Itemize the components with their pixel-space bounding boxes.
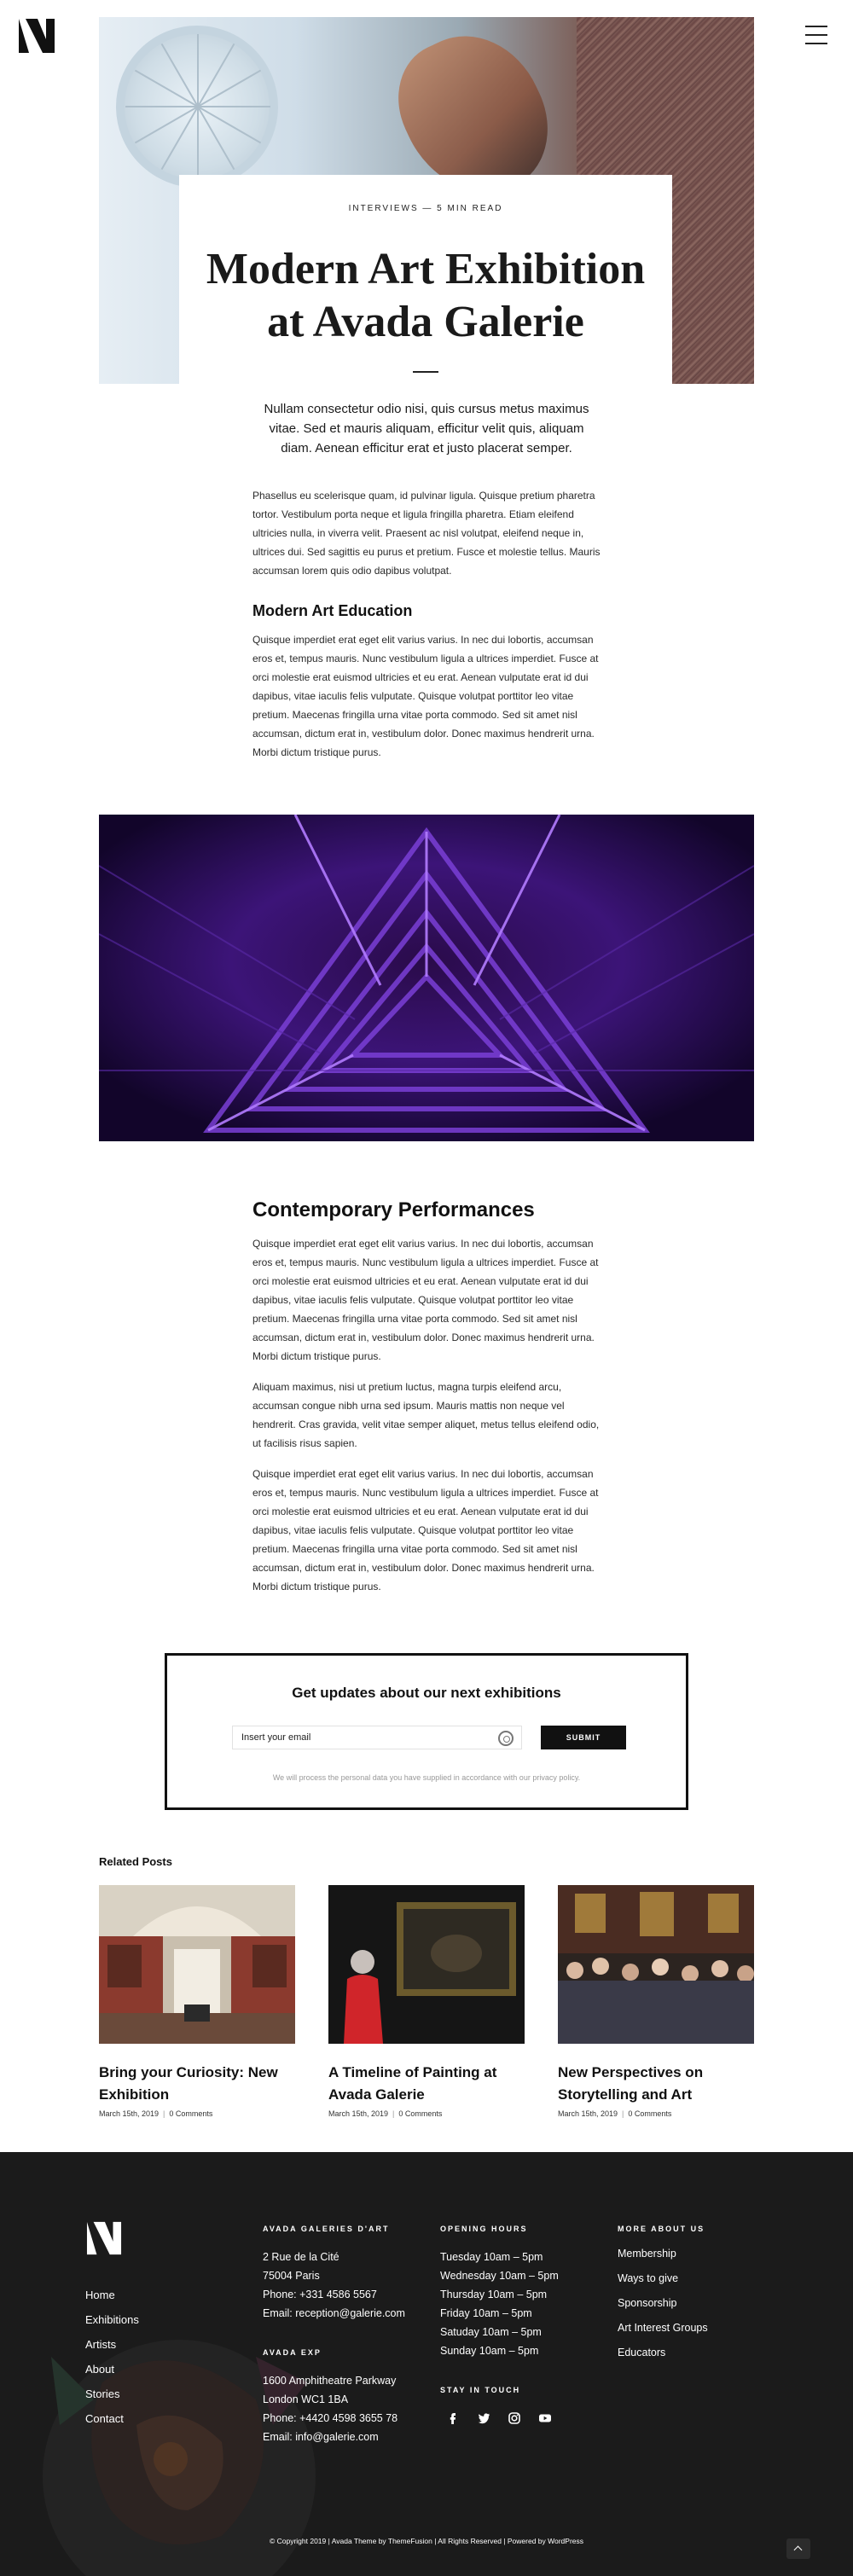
more-link-sponsorship[interactable]: Sponsorship [618,2297,677,2309]
chevron-up-icon[interactable] [786,2538,810,2559]
galeries-address: 2 Rue de la Cité 75004 Paris Phone: +331 4586 5567 Email: reception@galerie.com [263,2251,405,2319]
title-divider [413,371,438,373]
related-post-card[interactable] [328,1885,525,2118]
newsletter-title: Get updates about our next exhibitions [292,1685,561,1701]
opening-hours: Tuesday 10am – 5pm Wednesday 10am – 5pm Thursday 10am – 5pm Friday 10am – 5pm Satuday 10am – 5pm Sunday 10am – 5pm [440,2251,559,2357]
section-heading-performances: Contemporary Performances [252,1198,535,1221]
article-paragraph: Aliquam maximus, nisi ut pretium luctus, magna turpis eleifend arcu, accumsan congue nibh urna sed ipsum. Mauris mattis non neque vel hendrerit. Cras gravida, velit vitae semper aliquet, metus tellus eleifend odio, ut facilisis risus sapien. [252,1381,600,1449]
post-thumbnail[interactable] [558,1885,754,2044]
footer-nav-contact[interactable]: Contact [85,2412,124,2425]
avada-logo-icon[interactable] [85,2220,123,2256]
captcha-badge-icon [498,1731,514,1746]
footer-nav-about[interactable]: About [85,2363,114,2376]
newsletter-box [165,1653,688,1810]
article-kicker: INTERVIEWS — 5 MIN READ [348,204,503,213]
submit-button[interactable]: SUBMIT [541,1726,626,1749]
copyright-text: © Copyright 2019 | Avada Theme by ThemeFusion | All Rights Reserved | Powered by WordPress [269,2537,584,2545]
related-posts-heading: Related Posts [99,1855,172,1868]
galeries-email-link[interactable]: reception@galerie.com [295,2307,405,2319]
facebook-icon[interactable] [444,2410,461,2427]
footer-heading-hours: OPENING HOURS [440,2225,528,2233]
footer-heading-touch: STAY IN TOUCH [440,2386,521,2394]
article-paragraph: Quisque imperdiet erat eget elit varius varius. In nec dui lobortis, accumsan eros et, tempus mauris. Nunc vestibulum ligula a ultrices imperdiet. Fusce at orci molestie erat euismod ultricies et eu erat. Aenean vulputate erat id dui dapibus, vitae iaculis felis vulputate. Quisque volutpat porttitor leo vitae pretium. Maecenas fringilla urna vitae porta commodo. Sed sit amet nisl accumsan, dictum erat in, vestibulum dolor. Donec maximus hendrerit urna. Morbi dictum tristique purus. [252,634,599,758]
footer-nav-artists[interactable]: Artists [85,2338,117,2351]
hamburger-menu-icon[interactable] [805,26,827,44]
more-link-interest-groups[interactable]: Art Interest Groups [618,2322,708,2334]
article-paragraph: Quisque imperdiet erat eget elit varius varius. In nec dui lobortis, accumsan eros et, tempus mauris. Nunc vestibulum ligula a ultrices imperdiet. Fusce at orci molestie erat euismod ultricies et eu erat. Aenean vulputate erat id dui dapibus, vitae iaculis felis vulputate. Quisque volutpat porttitor leo vitae pretium. Maecenas fringilla urna vitae porta commodo. Sed sit amet nisl accumsan, dictum erat in, vestibulum dolor. Donec maximus hendrerit urna. Morbi dictum tristique purus. [252,1238,599,1362]
section-heading-education: Modern Art Education [252,602,413,619]
staircase-image [99,815,754,1141]
more-links [618,2242,708,2365]
footer-heading-galeries: AVADA GALERIES D'ART [263,2225,390,2233]
more-link-educators[interactable]: Educators [618,2347,666,2358]
related-post-card[interactable] [99,1885,295,2118]
youtube-icon[interactable] [537,2410,554,2427]
instagram-icon[interactable] [506,2410,523,2427]
footer-nav [85,2283,139,2431]
page-title: Modern Art Exhibition at Avada Galerie [206,245,646,346]
post-title[interactable]: Bring your Curiosity: New Exhibition [99,2064,278,2103]
privacy-note: We will process the personal data you have supplied in accordance with our privacy policy. [272,1773,581,1782]
twitter-icon[interactable] [475,2410,492,2427]
more-link-membership[interactable]: Membership [618,2248,676,2260]
post-meta: March 15th, 2019 | 0 Comments [558,2109,672,2118]
related-post-card[interactable] [558,1885,754,2118]
footer-heading-exp: AVADA EXP [263,2348,322,2357]
avada-logo-icon[interactable] [17,17,56,55]
article-paragraph: Phasellus eu scelerisque quam, id pulvinar ligula. Quisque pretium pharetra tortor. Vestibulum porta neque et ligula fringilla pharetra. Etiam eleifend ultricies nulla, in viverra velit. Praesent ac nisl volutpat, eleifend neque in, ultrices dui. Sed sagittis eu purus et pretium. Fusce et molestie tellus. Mauris accumsan lorem quis odio dapibus volutpat. [252,490,601,577]
post-thumbnail[interactable] [328,1885,525,2044]
footer-heading-more: MORE ABOUT US [618,2225,705,2233]
exp-email-link[interactable]: info@galerie.com [295,2431,379,2443]
footer-nav-exhibitions[interactable]: Exhibitions [85,2313,139,2326]
post-meta: March 15th, 2019 | 0 Comments [328,2109,443,2118]
article-paragraph: Quisque imperdiet erat eget elit varius varius. In nec dui lobortis, accumsan eros et, tempus mauris. Nunc vestibulum ligula a ultrices imperdiet. Fusce at orci molestie erat euismod ultricies et eu erat. Aenean vulputate erat id dui dapibus, vitae iaculis felis vulputate. Quisque volutpat porttitor leo vitae pretium. Maecenas fringilla urna vitae porta commodo. Sed sit amet nisl accumsan, dictum erat in, vestibulum dolor. Donec maximus hendrerit urna. Morbi dictum tristique purus. [252,1468,599,1593]
article-lead: Nullam consectetur odio nisi, quis cursus metus maximus vitae. Sed et mauris aliquam, efficitur velit quis, aliquam diam. Aenean efficitur erat et justo placerat semper. [264,402,589,455]
footer-nav-home[interactable]: Home [85,2289,115,2301]
post-title[interactable]: A Timeline of Painting at Avada Galerie [328,2064,497,2103]
post-title[interactable]: New Perspectives on Storytelling and Art [558,2064,704,2103]
email-input[interactable] [232,1726,522,1749]
footer-nav-stories[interactable]: Stories [85,2387,120,2400]
post-meta: March 15th, 2019 | 0 Comments [99,2109,213,2118]
article-title-card [179,175,672,388]
more-link-ways-to-give[interactable]: Ways to give [618,2272,679,2284]
post-thumbnail[interactable] [99,1885,295,2044]
exp-address: 1600 Amphitheatre Parkway London WC1 1BA Phone: +4420 4598 3655 78 Email: info@galerie.com [263,2375,398,2443]
